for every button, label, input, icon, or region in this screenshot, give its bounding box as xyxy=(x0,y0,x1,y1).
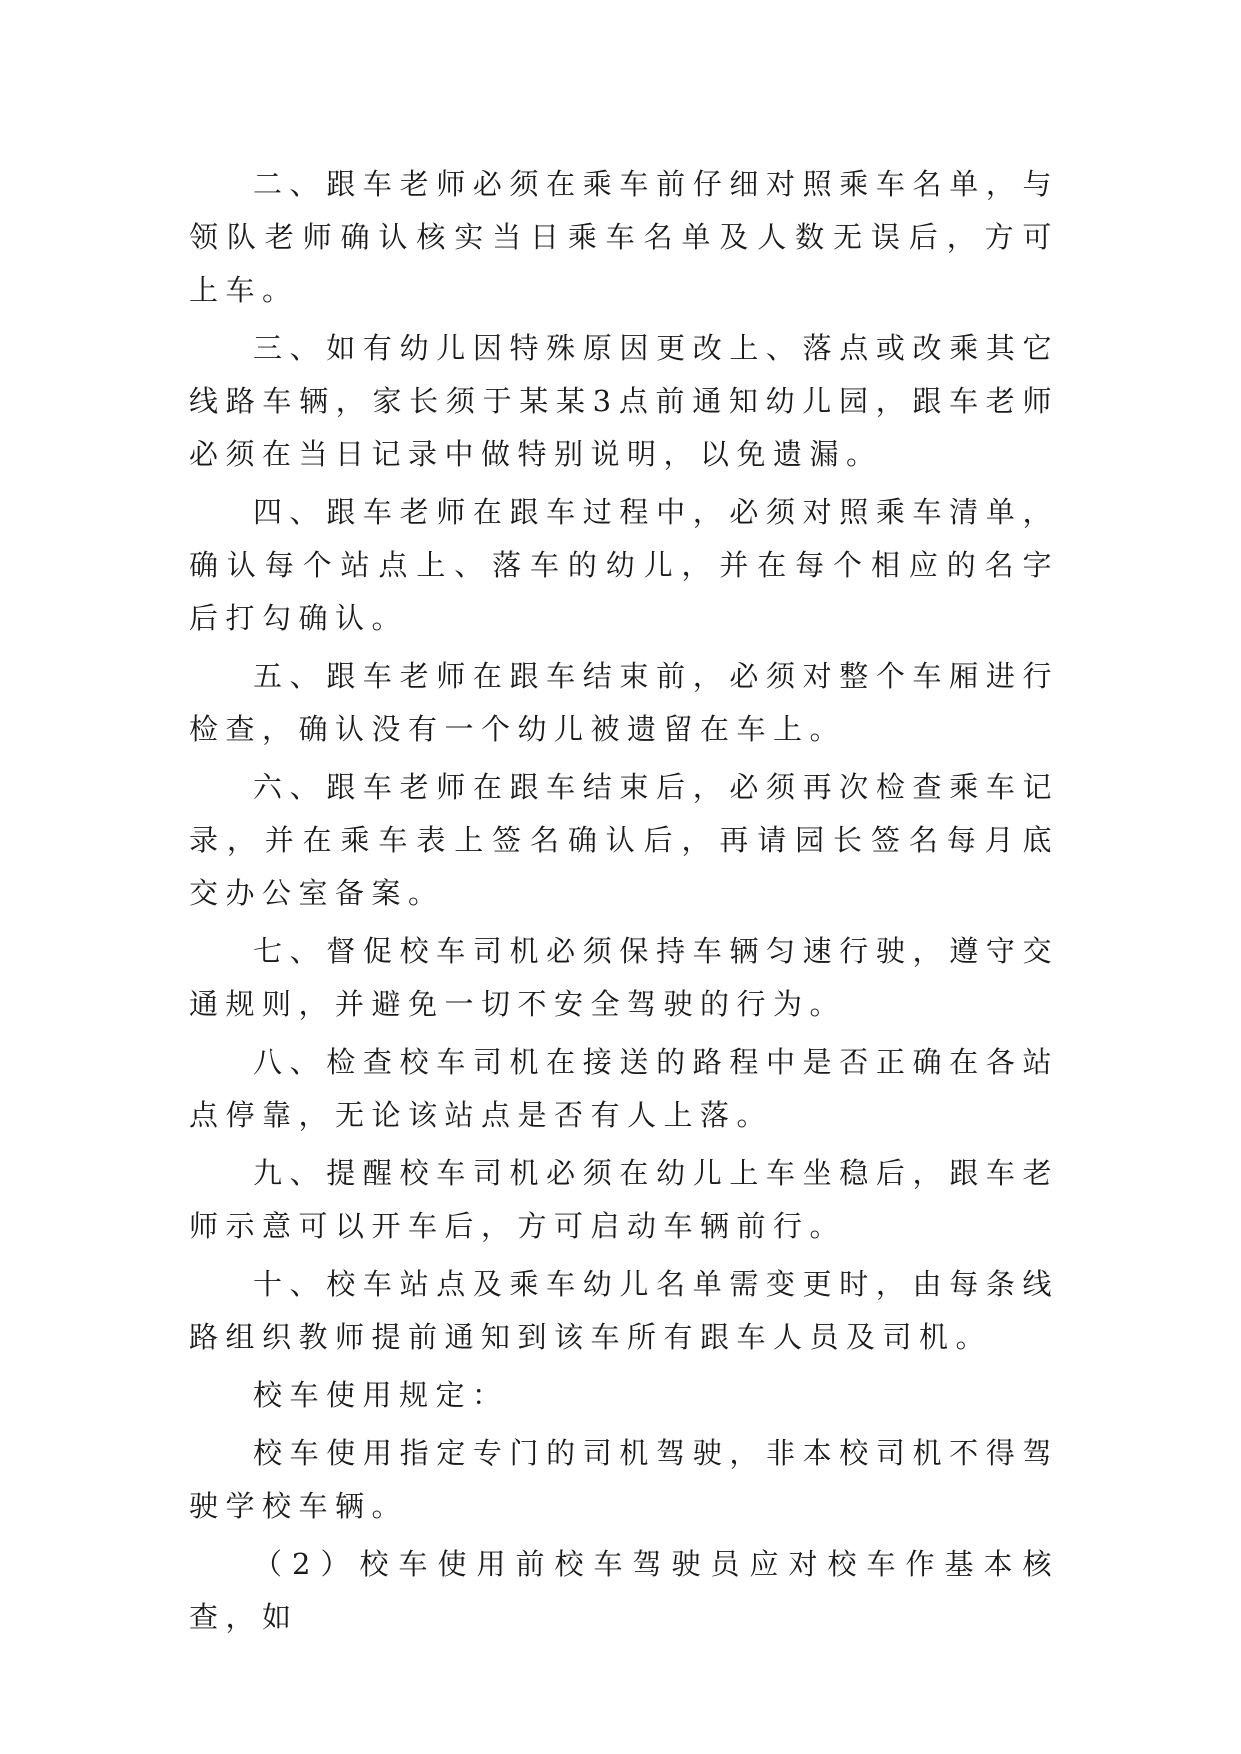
paragraph-rule-2: （2）校车使用前校车驾驶员应对校车作基本核查，如 xyxy=(189,1547,1059,1634)
paragraph-3: 三、如有幼儿因特殊原因更改上、落点或改乘其它线路车辆，家长须于某某3点前通知幼儿园，跟车老师必须在当日记录中做特别说明，以免遗漏。 xyxy=(189,331,1059,471)
paragraph-8: 八、检查校车司机在接送的路程中是否正确在各站点停靠，无论该站点是否有人上落。 xyxy=(189,1045,1059,1132)
document-body xyxy=(189,158,1059,1644)
paragraph-rule-1: 校车使用指定专门的司机驾驶，非本校司机不得驾驶学校车辆。 xyxy=(189,1436,1059,1523)
paragraph-5: 五、跟车老师在跟车结束前，必须对整个车厢进行检查，确认没有一个幼儿被遗留在车上。 xyxy=(189,659,1059,746)
paragraph-10: 十、校车站点及乘车幼儿名单需变更时，由每条线路组织教师提前通知到该车所有跟车人员及司机。 xyxy=(189,1267,1059,1354)
section-heading: 校车使用规定： xyxy=(253,1378,509,1412)
paragraph-7: 七、督促校车司机必须保持车辆匀速行驶，遵守交通规则，并避免一切不安全驾驶的行为。 xyxy=(189,934,1059,1021)
paragraph-9: 九、提醒校车司机必须在幼儿上车坐稳后，跟车老师示意可以开车后，方可启动车辆前行。 xyxy=(189,1156,1059,1243)
paragraph-4: 四、跟车老师在跟车过程中，必须对照乘车清单，确认每个站点上、落车的幼儿，并在每个相应的名字后打勾确认。 xyxy=(189,495,1059,635)
paragraph-2: 二、跟车老师必须在乘车前仔细对照乘车名单，与领队老师确认核实当日乘车名单及人数无误后，方可上车。 xyxy=(189,167,1059,307)
paragraph-6: 六、跟车老师在跟车结束后，必须再次检查乘车记录，并在乘车表上签名确认后，再请园长签名每月底交办公室备案。 xyxy=(189,770,1059,910)
